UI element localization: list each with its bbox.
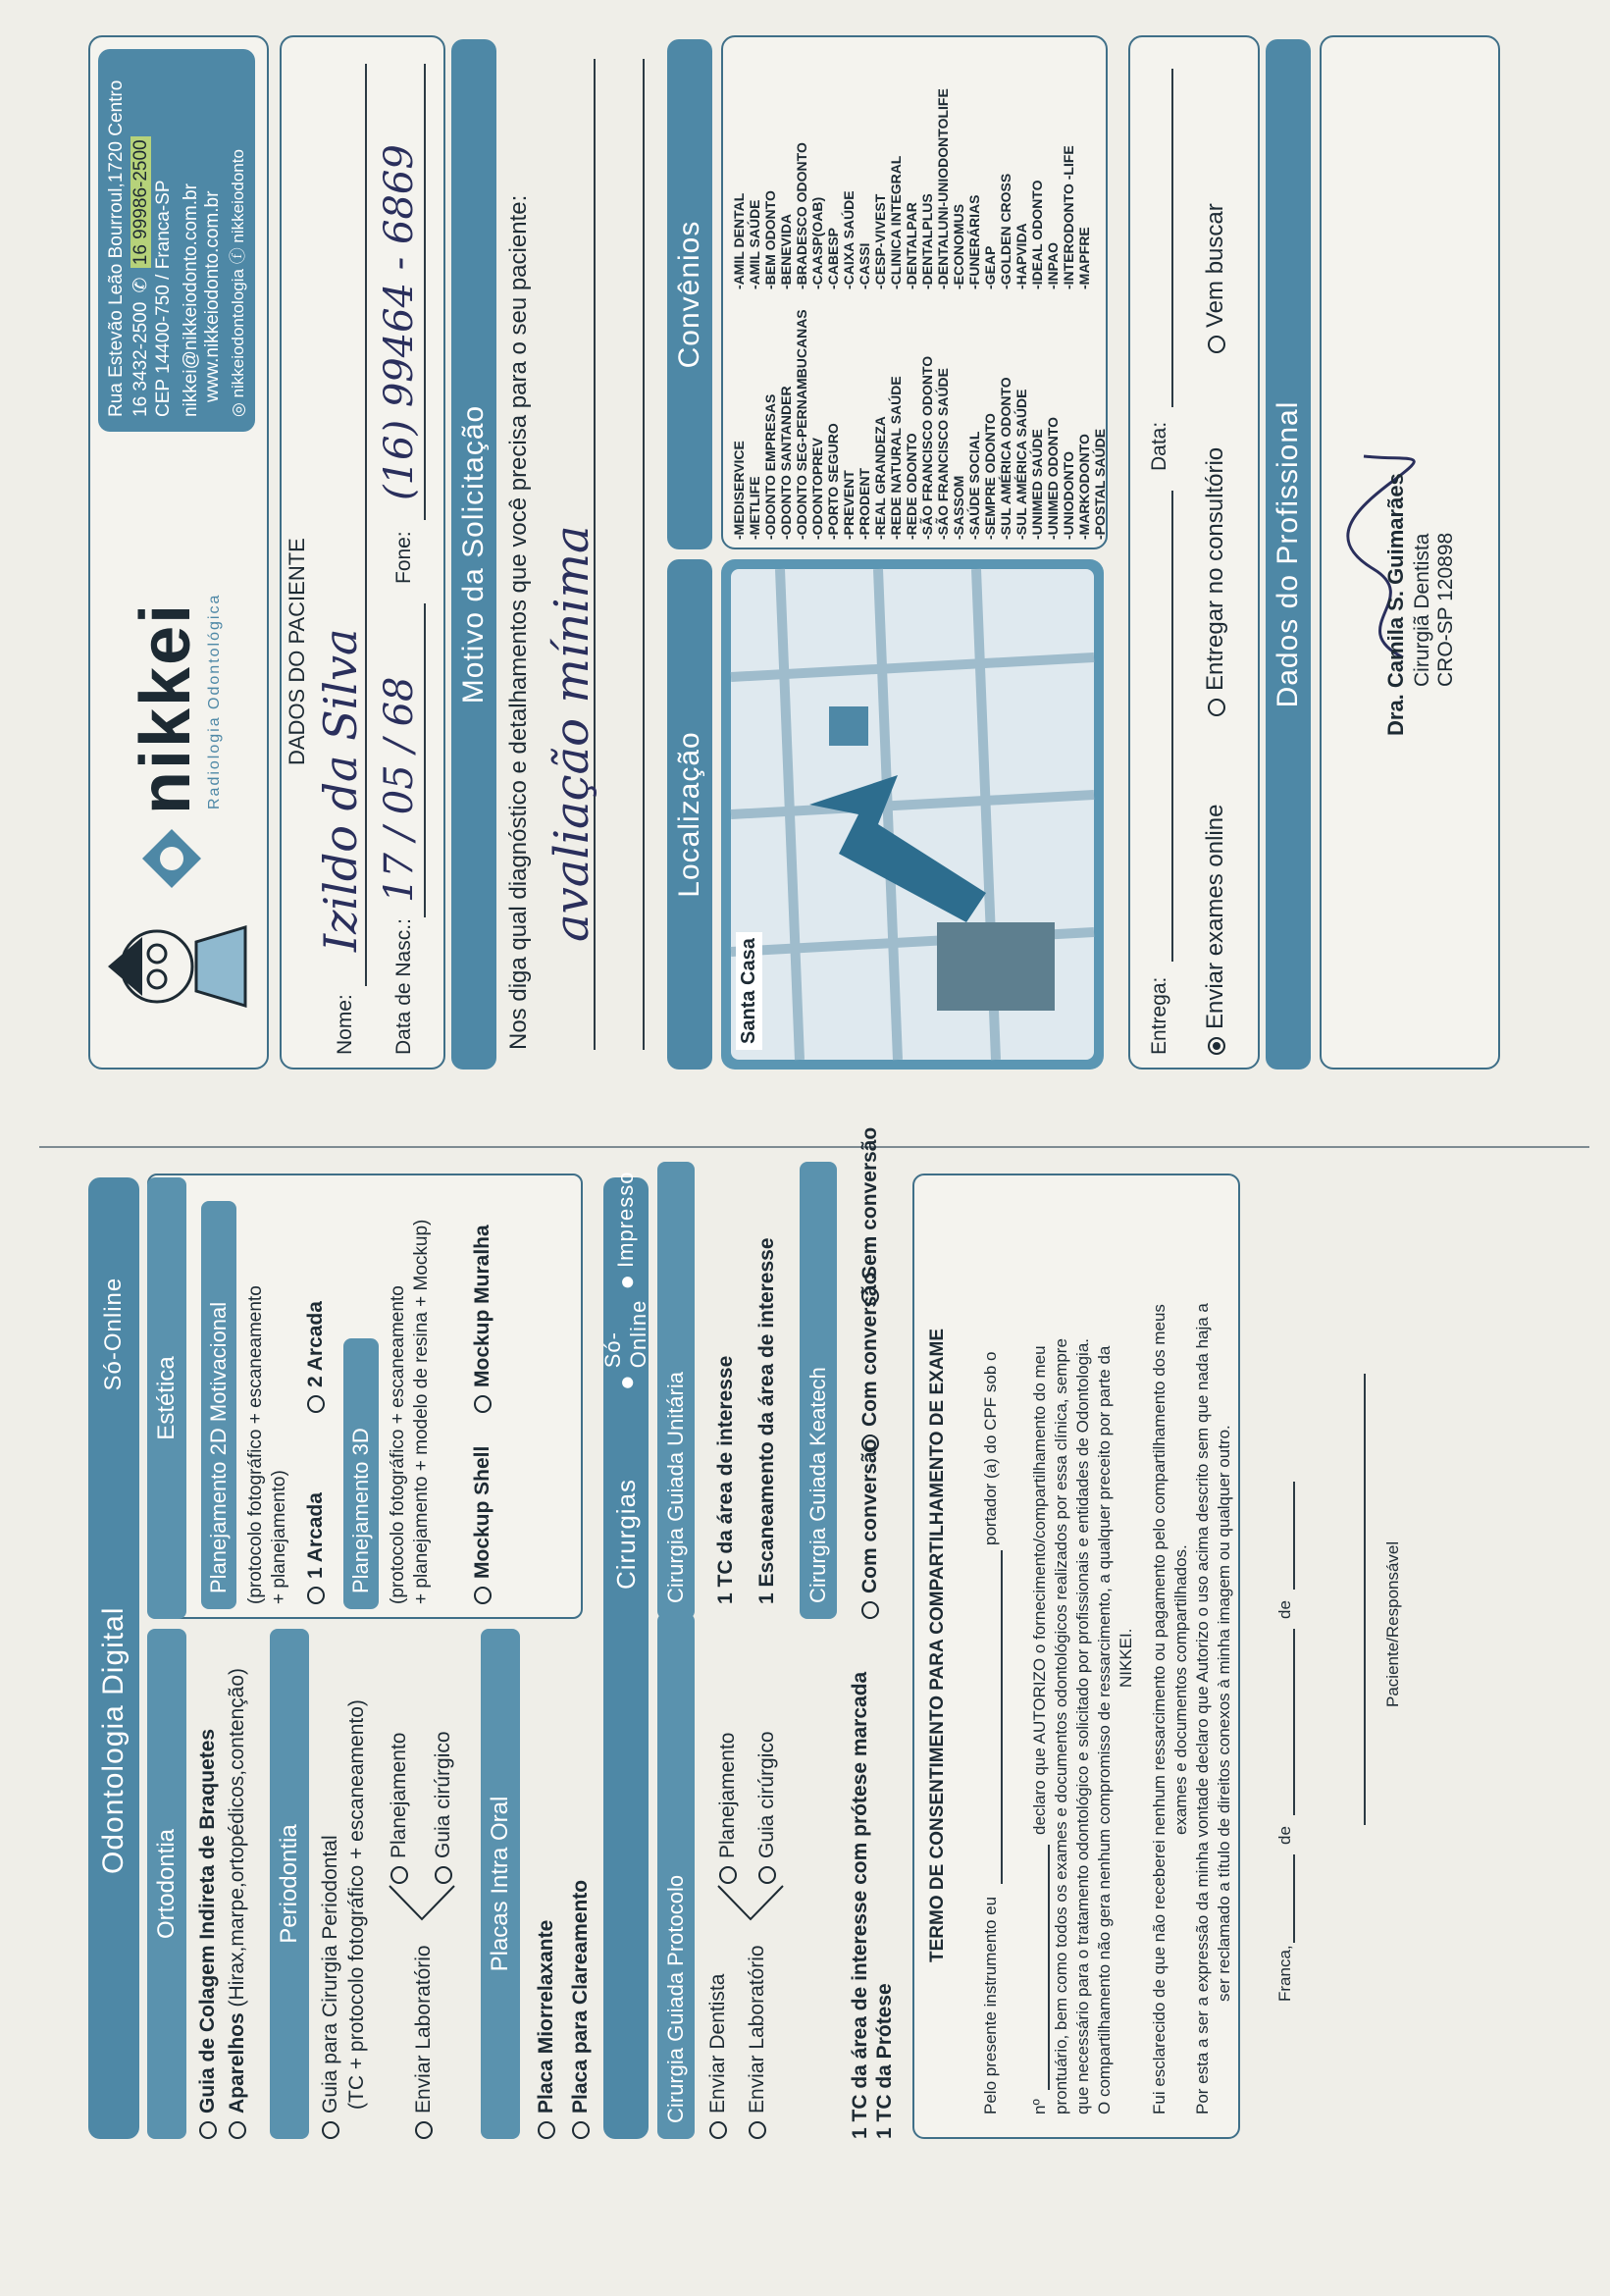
website[interactable]: www.nikkeiodonto.com.br xyxy=(202,190,223,402)
radio-g-plan[interactable] xyxy=(719,1866,737,1884)
com-conversao-a-label: Com conversão xyxy=(858,1438,881,1593)
entrega-opt2-label: Entregar no consultório xyxy=(1202,446,1228,691)
entrega-line xyxy=(1171,491,1173,962)
convenio-item: -DENTALPAR xyxy=(904,202,919,289)
termo-l2b: declaro que AUTORIZO o fornecimento/compartilhamento do meu xyxy=(1030,1345,1049,1835)
plan2d-desc1: (protocolo fotográfico + escaneamento xyxy=(245,1285,266,1604)
arcada2-label: 2 Arcada xyxy=(304,1301,327,1387)
radio-perio-lab[interactable] xyxy=(415,2121,433,2139)
convenios-bar: Convênios xyxy=(667,39,712,549)
phone-text: 16 3432-2500 xyxy=(130,301,151,417)
g-plan-label: Planejamento xyxy=(716,1732,739,1858)
radio-arcada2[interactable] xyxy=(307,1395,325,1413)
convenio-item: -MAPFRE xyxy=(1076,227,1092,289)
plan3d-bar: Planejamento 3D xyxy=(343,1338,379,1609)
escaneamento: 1 Escaneamento da área de interesse xyxy=(755,1237,778,1604)
odontologia-digital-bar xyxy=(88,1177,139,2139)
perio1b-label: (TC + protocolo fotográfico + escaneamento) xyxy=(345,1699,368,2110)
termo-l1b: portador (a) do CPF sob o xyxy=(981,1351,1000,1545)
fone-label: Fone: xyxy=(392,531,415,584)
radio-placa1[interactable] xyxy=(538,2121,555,2139)
convenio-item: -REDE NATURAL SAÚDE xyxy=(888,376,904,540)
placa-item1[interactable] xyxy=(535,1920,558,2139)
localizacao-bar: Localização xyxy=(667,559,712,1070)
fone-line xyxy=(424,64,426,520)
nasc-value[interactable]: 17 / 05 / 68 xyxy=(377,676,422,903)
termo-l7: Fui esclarecido de que não receberei nenhum ressarcimento ou pagamento pelo compartilhamento dos meus xyxy=(1150,1304,1169,2114)
convenio-item: -SUL AMÉRICA ODONTO xyxy=(998,377,1013,540)
guiada-unitaria-bar: Cirurgia Guiada Unitária xyxy=(657,1162,695,1619)
radio-enviar-lab[interactable] xyxy=(749,2121,766,2139)
convenio-item: -BENEVIDA xyxy=(778,213,794,289)
arcada1-label: 1 Arcada xyxy=(304,1492,327,1579)
radio-orto1[interactable] xyxy=(199,2121,217,2139)
periodontia-bar: Periodontia xyxy=(270,1629,309,2139)
termo-l6: NIKKEI. xyxy=(1117,1628,1135,1688)
convenios-col1 xyxy=(731,294,1108,540)
g-plan[interactable] xyxy=(716,1733,740,1884)
convenio-item: -MEDISERVICE xyxy=(731,441,747,540)
convenio-item: -METLIFE xyxy=(747,476,762,540)
entrega-opt1[interactable] xyxy=(1202,805,1229,1055)
termo-l8: exames e documentos compartilhados. xyxy=(1171,1544,1190,1835)
radio-perio1[interactable] xyxy=(322,2121,339,2139)
convenio-item: -INPAO xyxy=(1045,242,1061,289)
convenio-item: -MARKODONTO xyxy=(1076,434,1092,540)
convenio-item: -UNIMED SAÚDE xyxy=(1029,429,1045,540)
radio-mockup2[interactable] xyxy=(474,1395,492,1413)
perio1-label: Guia para Cirurgia Periodontal xyxy=(319,1835,341,2113)
whatsapp-icon: ✆ xyxy=(130,277,151,293)
entrega-opt2[interactable] xyxy=(1202,447,1229,716)
convenio-item: -SAÚDE SOCIAL xyxy=(966,431,982,540)
radio-perio-guia[interactable] xyxy=(435,1866,452,1884)
radio-arcada1[interactable] xyxy=(307,1587,325,1604)
entrega-opt3-label: Vem buscar xyxy=(1202,203,1228,328)
protocolo-tc2: 1 TC da Prótese xyxy=(873,1983,896,2139)
convenio-item: -BRADESCO ODONTO xyxy=(794,142,809,289)
enviar-lab[interactable] xyxy=(746,1945,769,2139)
perio-plan[interactable] xyxy=(388,1733,411,1884)
data-label: Data: xyxy=(1148,421,1170,471)
convenio-item: -POSTAL SAÚDE xyxy=(1092,428,1108,540)
fold-line xyxy=(39,1146,1589,1148)
nasc-line xyxy=(424,603,426,917)
convenio-item: -CASSI xyxy=(857,242,872,289)
bracket-icon xyxy=(388,1884,456,1923)
convenio-item: -UNIODONTO xyxy=(1061,451,1076,540)
radio-sem-conversao[interactable] xyxy=(861,1287,879,1305)
convenio-item: -GEAP xyxy=(982,245,998,289)
convenio-item: -CABESP xyxy=(825,227,841,289)
arcada2[interactable] xyxy=(304,1301,328,1413)
odonto-so-online: Só-Online xyxy=(100,1277,127,1391)
cirurgias-title: Cirurgias xyxy=(610,1478,641,1590)
placa2-label: Placa para Clareamento xyxy=(569,1879,592,2113)
address-line3: CEP 14400-750 / Franca-SP xyxy=(153,180,174,417)
convenio-item: -FUNERÁRIAS xyxy=(966,194,982,289)
nome-label: Nome: xyxy=(334,994,356,1055)
email[interactable]: nikkei@nikkeiodonto.com.br xyxy=(181,183,201,417)
convenio-item: -BEM ODONTO xyxy=(762,190,778,289)
convenio-item: -ODONTOPREV xyxy=(809,438,825,540)
radio-enviar-dentista[interactable] xyxy=(709,2121,727,2139)
termo-line-nome xyxy=(1001,1550,1003,1884)
convenios-col2 xyxy=(731,44,1092,289)
sem-conversao[interactable] xyxy=(858,1127,882,1305)
convenio-item: -CESP-VIVEST xyxy=(872,193,888,289)
termo-l3: prontuário, bem como todos os exames e documentos odontológicos realizados por essa clínica, sempre xyxy=(1052,1338,1070,2114)
perio-item1[interactable] xyxy=(319,1835,342,2139)
radio-placa2[interactable] xyxy=(572,2121,590,2139)
convenio-item: -INTERODONTO -LIFE xyxy=(1061,145,1076,289)
convenio-item: -CAASP(OAB) xyxy=(809,196,825,289)
prof-name: Dra. Camila S. Guimarães xyxy=(1383,473,1408,736)
franca-year-line xyxy=(1293,1482,1295,1590)
enviar-lab-label: Enviar Laboratório xyxy=(746,1945,768,2113)
perio-lab[interactable] xyxy=(412,1945,436,2139)
convenio-item: -AMIL SAÚDE xyxy=(747,199,762,289)
placa1-label: Placa Miorrelaxante xyxy=(535,1919,557,2113)
mockup2-label: Mockup Muralha xyxy=(471,1225,493,1387)
convenio-item: -ECONOMUS xyxy=(951,203,966,289)
facebook-icon: ⓕ xyxy=(229,247,247,265)
convenio-item: -SUL AMÉRICA SAÚDE xyxy=(1013,389,1029,540)
radio-com-conversao-b[interactable] xyxy=(861,1435,879,1452)
de2-label: de xyxy=(1275,1600,1294,1619)
nome-value[interactable]: Izildo da Silva xyxy=(314,628,367,952)
instagram-icon: ◎ xyxy=(229,402,247,417)
address-line1: Rua Estevão Leão Bourroul,1720 Centro xyxy=(106,79,127,417)
location-map[interactable] xyxy=(721,559,1104,1070)
mascot-icon xyxy=(98,913,255,1020)
termo-l2a: nº xyxy=(1030,2099,1049,2114)
entrega-box xyxy=(1128,35,1260,1070)
convenio-item: -ODONTO SANTANDER xyxy=(778,386,794,540)
termo-l9: Por esta a ser a expressão da minha vontade declaro que Autorizo o uso acima descrito sem que nada haja a xyxy=(1193,1303,1212,2114)
entrega-opt1-label: Enviar exames online xyxy=(1202,804,1228,1029)
perio-plan-label: Planejamento xyxy=(388,1732,410,1858)
radio-perio-plan[interactable] xyxy=(390,1866,408,1884)
g-guia-label: Guia cirúrgico xyxy=(755,1731,778,1858)
radio-com-conversao-a[interactable] xyxy=(861,1601,879,1619)
radio-consultorio[interactable] xyxy=(1208,699,1225,716)
radio-impresso-icon[interactable]: ● xyxy=(610,1273,641,1290)
entrega-opt3[interactable] xyxy=(1202,203,1229,353)
motivo-answer[interactable]: avaliação mínima xyxy=(545,525,599,942)
patient-heading: DADOS DO PACIENTE xyxy=(285,538,309,765)
convenio-item: -ODONTO EMPRESAS xyxy=(762,393,778,540)
orto1-label: Guia de Colagem Indireta de Braquetes xyxy=(196,1728,219,2113)
keatech-bar: Cirurgia Guiada Keatech xyxy=(800,1162,837,1619)
termo-l1a: Pelo presente instrumento eu xyxy=(981,1896,1000,2114)
enviar-dentista[interactable] xyxy=(706,1974,730,2139)
convenio-item: -SASSOM xyxy=(951,475,966,540)
convenio-item: -HAPVIDA xyxy=(1013,223,1029,289)
plan3d-desc2: + planejamento + modelo de resina + Mockup) xyxy=(411,1219,432,1604)
perio-guia-label: Guia cirúrgico xyxy=(432,1731,454,1858)
convenio-item: -SÃO FRANCISCO SAÚDE xyxy=(935,367,951,540)
social-text: nikkeiodontologia xyxy=(229,269,247,398)
convenio-item: -REAL GRANDEZA xyxy=(872,416,888,540)
plan2d-desc2: + planejamento) xyxy=(269,1470,289,1604)
placa-item2[interactable] xyxy=(569,1880,593,2139)
plan2d-bar: Planejamento 2D Motivacional xyxy=(201,1201,236,1609)
franca-day-line xyxy=(1293,1854,1295,1943)
franca-month-line xyxy=(1293,1629,1295,1815)
orto-item1[interactable] xyxy=(196,1729,220,2139)
orto2-rest: (Hirax,marpe,ortopédicos,contenção) xyxy=(226,1667,248,2013)
bracket2-icon xyxy=(716,1884,785,1923)
perio-guia[interactable] xyxy=(432,1731,455,1884)
sem-conversao-label: Sem conversão xyxy=(858,1126,881,1279)
termo-line-cpf xyxy=(1048,1845,1050,2090)
convenio-item: -AMIL DENTAL xyxy=(731,192,747,289)
convenio-item: -SÃO FRANCISCO ODONTO xyxy=(919,355,935,540)
convenio-item: -DENTALPLUS xyxy=(919,193,935,289)
protocolo-tc1: 1 TC da área de interesse com prótese marcada xyxy=(849,1671,871,2139)
radio-mockup1[interactable] xyxy=(474,1587,492,1604)
radio-online[interactable] xyxy=(1208,1037,1225,1055)
radio-buscar[interactable] xyxy=(1208,336,1225,353)
convenio-item: -SEMPRE ODONTO xyxy=(982,413,998,540)
radio-so-online-icon[interactable]: ● xyxy=(610,1374,641,1390)
cirurgias-impresso: Impresso xyxy=(613,1171,638,1268)
orto-item2[interactable] xyxy=(226,1668,249,2139)
cirurgias-so-online: Só-Online xyxy=(600,1299,650,1369)
orto2-bold: Aparelhos xyxy=(226,2012,248,2113)
convenio-item: -PORTO SEGURO xyxy=(825,423,841,540)
social2-text: nikkeiodonto xyxy=(229,149,247,243)
nikkei-logo-icon xyxy=(137,824,206,893)
convenio-item: -PRODENT xyxy=(857,467,872,540)
assinatura-line xyxy=(1364,1374,1366,1825)
social-handle xyxy=(224,149,248,417)
de1-label: de xyxy=(1275,1826,1294,1845)
convenio-item: -IDEAL ODONTO xyxy=(1029,180,1045,289)
cirurgias-bar xyxy=(600,1171,650,2139)
data-line xyxy=(1171,69,1173,407)
brand-name: nikkei xyxy=(127,601,205,814)
brand-tagline: Radiologia Odontológica xyxy=(206,593,223,809)
com-conversao-b-label: Com conversão xyxy=(858,1272,881,1427)
odonto-title: Odontologia Digital xyxy=(97,1606,130,1874)
entrega-label: Entrega: xyxy=(1148,976,1170,1055)
termo-l4: que necessário para o tratamento odontológico e solicitado por profissionais e entidades de Odontologia. xyxy=(1073,1337,1092,2114)
guiada-protocolo-bar: Cirurgia Guiada Protocolo xyxy=(657,1613,695,2139)
motivo-question: Nos diga qual diagnóstico e detalhamentos que você precisa para o seu paciente: xyxy=(505,194,532,1050)
convenio-item: -REDE ODONTO xyxy=(904,433,919,540)
convenio-item: -PREVENT xyxy=(841,470,857,540)
map-label: Santa Casa xyxy=(736,932,762,1050)
arcada1[interactable] xyxy=(304,1492,328,1604)
com-conversao-a[interactable] xyxy=(858,1438,882,1619)
convenio-item: -ODONTO SEG-PERNAMBUCANAS xyxy=(794,309,809,540)
convenio-item: -CAIXA SAÚDE xyxy=(841,190,857,289)
termo-l5: O compartilhamento não gera nenhum compromisso de ressarcimento, a qualquer preceito por parte da xyxy=(1095,1345,1114,2114)
franca-label: Franca, xyxy=(1275,1945,1294,2002)
profissional-bar: Dados do Profissional xyxy=(1266,39,1311,1070)
perio-lab-label: Enviar Laboratório xyxy=(412,1945,435,2113)
mockup1[interactable] xyxy=(471,1446,494,1604)
radio-orto2[interactable] xyxy=(229,2121,246,2139)
convenio-item: -UNIMED ODONTO xyxy=(1045,417,1061,540)
termo-title: TERMO DE CONSENTIMENTO PARA COMPARTILHAMENTO DE EXAME xyxy=(927,1328,948,1962)
plan3d-desc1: (protocolo fotográfico + escaneamento xyxy=(388,1285,408,1604)
address-phone xyxy=(130,136,152,417)
ortodontia-bar: Ortodontia xyxy=(147,1629,186,2139)
termo-l10: ser reclamado a título de direitos conexos à minha imagem ou qualquer outro. xyxy=(1215,1425,1233,2002)
mockup1-label: Mockup Shell xyxy=(471,1445,493,1579)
enviar-dentista-label: Enviar Dentista xyxy=(706,1973,729,2113)
radio-g-guia[interactable] xyxy=(758,1866,776,1884)
mockup2[interactable] xyxy=(471,1225,494,1413)
convenio-item: -CLINICA INTEGRAL xyxy=(888,155,904,289)
nasc-label: Data de Nasc.: xyxy=(392,918,415,1055)
convenio-item: -DENTALUNI-UNIODONTOLIFE xyxy=(935,88,951,289)
prof-role: Cirurgiã Dentista xyxy=(1411,533,1433,687)
motivo-line2 xyxy=(643,59,645,1050)
placas-bar: Placas Intra Oral xyxy=(481,1629,520,2139)
prof-cro: CRO-SP 120898 xyxy=(1434,532,1457,687)
assinatura-label: Paciente/Responsável xyxy=(1383,1540,1402,1707)
tc-area: 1 TC da área de interesse xyxy=(714,1355,737,1604)
whatsapp-text: 16 99986-2500 xyxy=(130,136,151,268)
motivo-bar: Motivo da Solicitação xyxy=(451,39,496,1070)
fone-value[interactable]: (16) 99464 - 6869 xyxy=(377,144,422,500)
estetica-bar: Estética xyxy=(147,1177,186,1619)
g-guia[interactable] xyxy=(755,1731,779,1884)
convenio-item: -GOLDEN CROSS xyxy=(998,173,1013,289)
